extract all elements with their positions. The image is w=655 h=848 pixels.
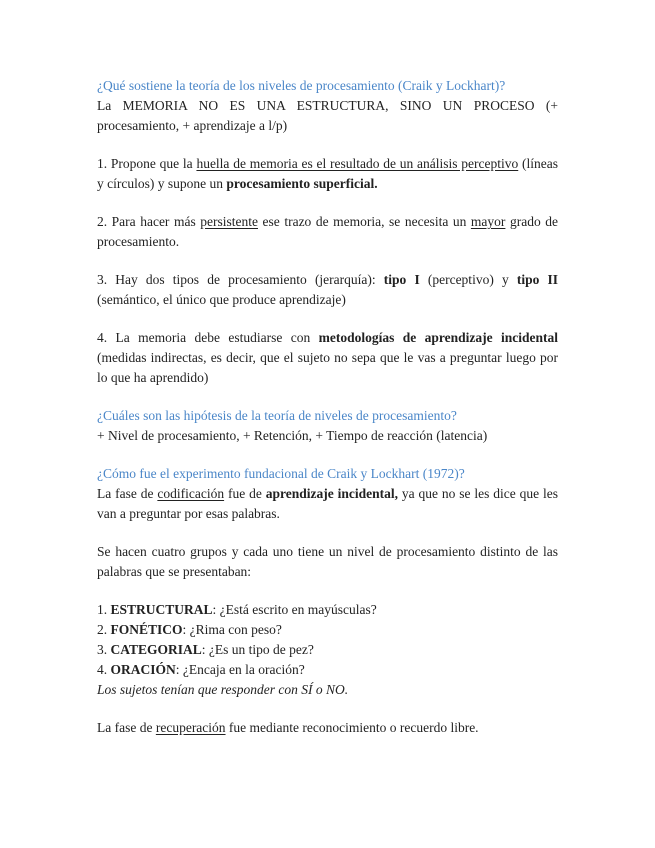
encoding-phase: La fase de codificación fue de aprendizaje incidental, ya que no se les dice que les van a preguntar por esas palabras.: [97, 486, 559, 521]
bold-text: tipo I: [383, 272, 420, 287]
underlined-text: persistente: [200, 214, 258, 229]
section-heading-theory: ¿Qué sostiene la teoría de los niveles de procesamiento (Craik y Lockhart)?: [97, 78, 506, 93]
underlined-text: mayor: [470, 214, 506, 229]
list-item: 4. ORACIÓN: ¿Encaja en la oración?: [97, 662, 305, 677]
underlined-text: codificación: [157, 486, 225, 501]
theory-point-4: 4. La memoria debe estudiarse con metodologías de aprendizaje incidental (medidas indirectas, es decir, que el sujeto no sepa que le vas a preguntar luego por lo que ha aprendido): [97, 330, 558, 385]
list-item: 2. FONÉTICO: ¿Rima con peso?: [97, 622, 282, 637]
retrieval-phase: La fase de recuperación fue mediante reconocimiento o recuerdo libre.: [97, 720, 479, 735]
section-heading-experiment: ¿Cómo fue el experimento fundacional de Craik y Lockhart (1972)?: [97, 466, 465, 481]
theory-point-2: 2. Para hacer más persistente ese trazo de memoria, se necesita un mayor grado de procesamiento.: [97, 214, 558, 249]
response-note: Los sujetos tenían que responder con SÍ o NO.: [97, 682, 349, 697]
bold-text: metodologías de aprendizaje incidental: [318, 330, 558, 345]
processing-levels-list: [97, 600, 558, 700]
bold-text: procesamiento superficial.: [226, 176, 378, 191]
theory-point-1: 1. Propone que la huella de memoria es el resultado de un análisis perceptivo (líneas y círculos) y supone un procesamiento superficial.: [97, 156, 559, 191]
underlined-text: huella de memoria es el resultado de un análisis perceptivo: [196, 156, 519, 171]
list-item: 1. ESTRUCTURAL: ¿Está escrito en mayúsculas?: [97, 602, 377, 617]
groups-description: Se hacen cuatro grupos y cada uno tiene un nivel de procesamiento distinto de las palabras que se presentaban:: [97, 544, 558, 579]
theory-point-3: 3. Hay dos tipos de procesamiento (jerarquía): tipo I (perceptivo) y tipo II (semántico, el único que produce aprendizaje): [97, 272, 558, 307]
list-item: 3. CATEGORIAL: ¿Es un tipo de pez?: [97, 642, 314, 657]
theory-intro: La MEMORIA NO ES UNA ESTRUCTURA, SINO UN PROCESO (+ procesamiento, + aprendizaje a l/p): [97, 98, 558, 133]
hypotheses-body: + Nivel de procesamiento, + Retención, + Tiempo de reacción (latencia): [97, 428, 488, 443]
bold-text: aprendizaje incidental,: [265, 486, 398, 501]
underlined-text: recuperación: [155, 720, 226, 735]
bold-text: tipo II: [516, 272, 558, 287]
section-heading-hypotheses: ¿Cuáles son las hipótesis de la teoría de niveles de procesamiento?: [97, 408, 457, 423]
